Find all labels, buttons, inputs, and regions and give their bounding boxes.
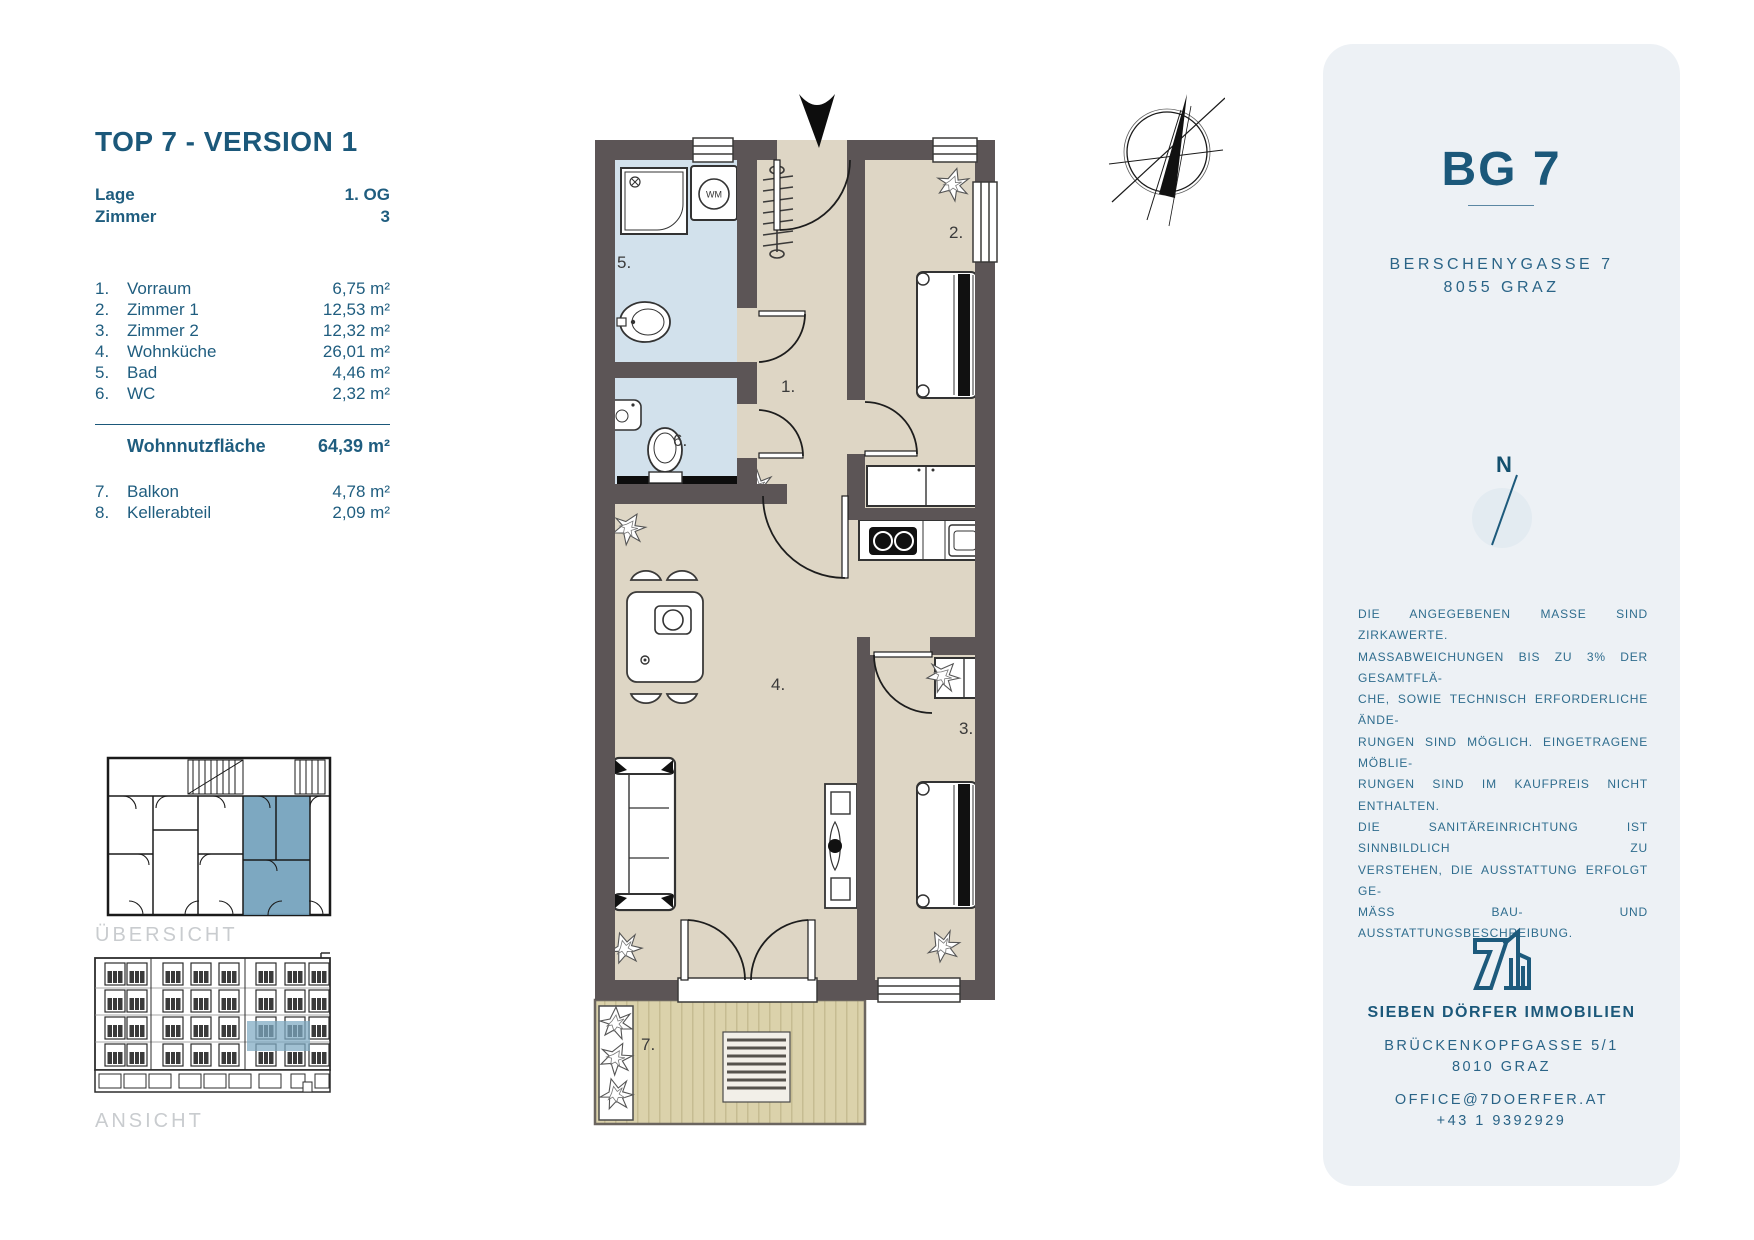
room-name: Wohnküche bbox=[127, 342, 217, 361]
room-row bbox=[95, 362, 390, 383]
label-wohnkueche: 4. bbox=[771, 675, 786, 694]
room-row bbox=[95, 481, 390, 502]
room-num: 1. bbox=[95, 279, 110, 298]
bed-zimmer1 bbox=[917, 272, 977, 398]
disclaimer-line: MASSABWEICHUNGEN BIS ZU 3% DER GESAMTFLÄ- bbox=[1358, 649, 1648, 685]
room-area: 2,32 m² bbox=[332, 384, 390, 403]
kitchen-counter bbox=[859, 520, 993, 560]
room-name: Balkon bbox=[127, 482, 179, 501]
company-phone: +43 1 9392929 bbox=[1436, 1113, 1567, 1129]
total-row bbox=[95, 436, 390, 457]
balcony-door-threshold bbox=[678, 978, 817, 1002]
extra-room-list bbox=[95, 481, 390, 523]
project-title: BG 7 bbox=[1441, 143, 1562, 196]
total-label: Wohnnutzfläche bbox=[127, 436, 266, 456]
company-logo bbox=[1323, 924, 1680, 997]
disclaimer-line: VERSTEHEN, DIE AUSSTATTUNG ERFOLGT GE- bbox=[1358, 862, 1648, 898]
room-num: 7. bbox=[95, 482, 110, 501]
lage-label: Lage bbox=[95, 185, 135, 204]
room-num: 6. bbox=[95, 384, 110, 403]
room-row bbox=[95, 502, 390, 523]
room-row bbox=[95, 383, 390, 404]
company-address bbox=[1323, 1036, 1680, 1078]
label-zimmer2: 3. bbox=[959, 719, 974, 738]
label-balkon: 7. bbox=[641, 1035, 656, 1054]
zimmer-value: 3 bbox=[380, 207, 390, 226]
entrance-arrow-icon bbox=[799, 94, 835, 148]
project-address bbox=[1323, 253, 1680, 299]
sofa bbox=[613, 758, 675, 910]
label-wc: 6. bbox=[673, 431, 688, 450]
north-label: N bbox=[1496, 452, 1512, 477]
room-area: 4,46 m² bbox=[332, 363, 390, 382]
company-contact bbox=[1323, 1090, 1680, 1132]
window-right-zimmer1 bbox=[973, 182, 997, 262]
doormat bbox=[723, 1032, 790, 1102]
room-row bbox=[95, 320, 390, 341]
wardrobe-zimmer1 bbox=[867, 466, 985, 506]
address-line-1: BERSCHENYGASSE 7 bbox=[1389, 256, 1614, 273]
disclaimer-text bbox=[1358, 604, 1648, 945]
room-name: Kellerabteil bbox=[127, 503, 212, 522]
disclaimer-line: RUNGEN SIND MÖGLICH. EINGETRAGENE MÖBLIE- bbox=[1358, 734, 1648, 771]
room-row bbox=[95, 299, 390, 320]
label-bad: 5. bbox=[617, 253, 632, 272]
disclaimer-line: MÄSS BAU- UND AUSSTATTUNGSBESCHREIBUNG. bbox=[1358, 905, 1648, 941]
window-bottom-zimmer2 bbox=[878, 978, 960, 1002]
disclaimer-line: DIE SANITÄREINRICHTUNG IST SINNBILDLICH ZU bbox=[1358, 819, 1648, 856]
total-divider bbox=[95, 424, 390, 425]
wm-label: WM bbox=[706, 189, 722, 200]
info-row-lage bbox=[95, 184, 390, 206]
tv-sideboard bbox=[825, 784, 857, 908]
room-area: 26,01 m² bbox=[322, 342, 390, 361]
overview-miniplan bbox=[93, 750, 338, 922]
label-zimmer1: 2. bbox=[949, 223, 964, 242]
room-area: 6,75 m² bbox=[332, 279, 390, 298]
window-top-1 bbox=[693, 138, 733, 162]
address-line-2: 8055 GRAZ bbox=[1443, 279, 1560, 296]
room-area: 12,53 m² bbox=[322, 300, 390, 319]
total-area: 64,39 m² bbox=[317, 436, 390, 456]
room-area: 2,09 m² bbox=[332, 503, 390, 522]
room-area: 4,78 m² bbox=[332, 482, 390, 501]
washing-machine bbox=[691, 166, 737, 220]
room-name: WC bbox=[127, 384, 156, 403]
stove bbox=[869, 527, 917, 555]
info-row-zimmer bbox=[95, 206, 390, 228]
room-num: 4. bbox=[95, 342, 110, 361]
elevation-caption: ANSICHT bbox=[95, 1110, 204, 1132]
overview-caption: ÜBERSICHT bbox=[95, 924, 238, 946]
window-top-2 bbox=[933, 138, 977, 162]
title-divider bbox=[1468, 205, 1534, 206]
shower bbox=[621, 168, 687, 234]
label-vorraum: 1. bbox=[781, 377, 796, 396]
company-address-line-1: BRÜCKENKOPFGASSE 5/1 bbox=[1384, 1038, 1619, 1054]
room-num: 8. bbox=[95, 503, 110, 522]
room-row bbox=[95, 341, 390, 362]
room-num: 5. bbox=[95, 363, 110, 382]
disclaimer-line: DIE ANGEGEBENEN MASSE SIND ZIRKAWERTE. bbox=[1358, 607, 1648, 643]
highlighted-unit-elevation bbox=[247, 1021, 310, 1051]
room-name: Vorraum bbox=[127, 279, 192, 298]
disclaimer-line: RUNGEN SIND IM KAUFPREIS NICHT ENTHALTEN. bbox=[1358, 777, 1648, 813]
company-email: OFFICE@7DOERFER.AT bbox=[1394, 1092, 1609, 1108]
room-name: Zimmer 1 bbox=[127, 300, 199, 319]
bed-zimmer2 bbox=[917, 782, 977, 908]
room-name: Bad bbox=[127, 363, 158, 382]
compass-icon bbox=[1109, 94, 1225, 226]
north-arrow-icon bbox=[1462, 430, 1542, 560]
unit-summary-panel bbox=[95, 126, 390, 523]
room-num: 3. bbox=[95, 321, 110, 340]
floorplan bbox=[505, 82, 1225, 1142]
room-row bbox=[95, 278, 390, 299]
zimmer-label: Zimmer bbox=[95, 207, 157, 226]
room-area: 12,32 m² bbox=[322, 321, 390, 340]
ground-floor bbox=[95, 1070, 330, 1092]
building-elevation bbox=[93, 950, 338, 1108]
room-list bbox=[95, 278, 390, 404]
company-address-line-2: 8010 GRAZ bbox=[1451, 1059, 1552, 1075]
unit-title: TOP 7 - VERSION 1 bbox=[95, 126, 358, 157]
info-panel bbox=[1323, 44, 1680, 1186]
disclaimer-line: CHE, SOWIE TECHNISCH ERFORDERLICHE ÄNDE- bbox=[1358, 692, 1648, 728]
company-name: SIEBEN DÖRFER IMMOBILIEN bbox=[1367, 1004, 1636, 1021]
room-name: Zimmer 2 bbox=[127, 321, 199, 340]
lage-value: 1. OG bbox=[344, 185, 390, 204]
room-num: 2. bbox=[95, 300, 110, 319]
balcony bbox=[595, 1000, 865, 1124]
